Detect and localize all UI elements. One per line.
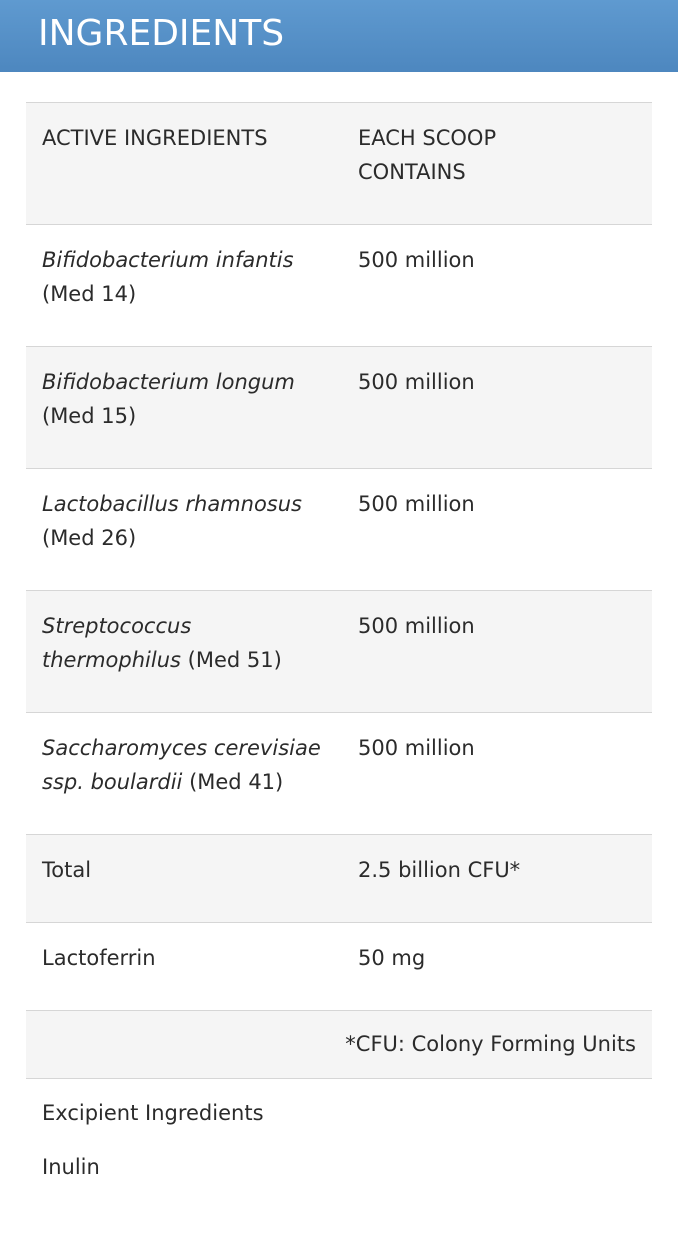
footnote-row [26,1011,652,1079]
ingredient-strain: (Med 26) [42,526,137,550]
ingredient-cell [26,487,358,590]
lactoferrin-value: 50 mg [358,946,426,970]
column-header-scoop-line1: EACH SCOOP [358,126,497,150]
ingredient-name-cont: thermophilus [42,648,181,672]
ingredient-amount: 500 million [358,492,475,516]
ingredient-strain: (Med 15) [42,404,137,428]
cfu-footnote: *CFU: Colony Forming Units [345,1032,636,1056]
excipient-section [42,1096,264,1204]
ingredient-name-cont: ssp. boulardii [42,770,183,794]
ingredients-table [26,102,652,1079]
ingredient-name: Lactobacillus rhamnosus [42,492,302,516]
ingredient-name: Bifidobacterium infantis [42,248,294,272]
table-header-row [26,103,652,225]
table-row [26,713,652,835]
total-value: 2.5 billion CFU* [358,858,521,882]
ingredient-amount: 500 million [358,614,475,638]
total-label: Total [42,858,92,882]
ingredient-cell [26,243,358,346]
table-row [26,225,652,347]
ingredient-strain: (Med 14) [42,282,137,306]
lactoferrin-label: Lactoferrin [42,946,156,970]
ingredient-cell [26,731,358,834]
table-row [26,591,652,713]
ingredient-name: Saccharomyces cerevisiae [42,736,321,760]
excipient-heading: Excipient Ingredients [42,1101,264,1125]
page-title: INGREDIENTS [38,13,285,54]
total-row [26,835,652,923]
section-header [0,0,678,72]
ingredient-amount: 500 million [358,736,475,760]
column-header-active [26,121,358,224]
column-header-scoop [358,121,652,224]
table-row-lactoferrin [26,923,652,1011]
ingredient-amount: 500 million [358,248,475,272]
column-header-active-label: ACTIVE INGREDIENTS [42,126,268,150]
ingredient-strain: (Med 51) [187,648,282,672]
ingredient-strain: (Med 41) [189,770,284,794]
table-row [26,469,652,591]
ingredient-cell [26,365,358,468]
table-row [26,347,652,469]
ingredient-name: Streptococcus [42,614,192,638]
ingredient-name: Bifidobacterium longum [42,370,295,394]
excipient-item: Inulin [42,1155,100,1179]
ingredient-cell [26,609,358,712]
column-header-scoop-line2: CONTAINS [358,160,466,184]
ingredient-amount: 500 million [358,370,475,394]
